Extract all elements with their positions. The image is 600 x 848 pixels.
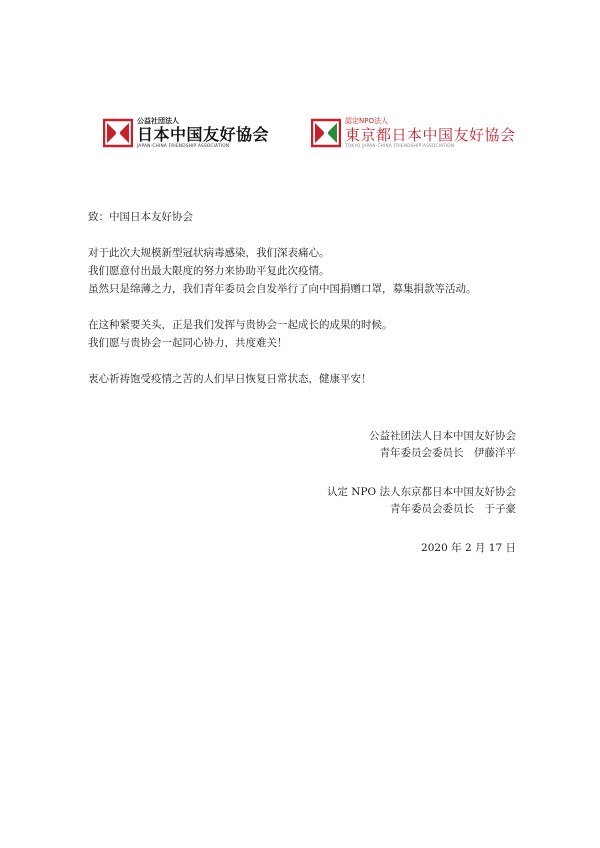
signature-organization: 公益社团法人日本中国友好协会 bbox=[369, 430, 516, 442]
paragraph-gap bbox=[88, 352, 528, 370]
signature-organization: 认定 NPO 法人东京都日本中国友好协会 bbox=[326, 486, 516, 498]
body-line: 我们愿意付出最大限度的努力来协助平复此次疫情。 bbox=[88, 265, 330, 277]
logo-left-subtitle: 公益社団法人 bbox=[137, 116, 179, 125]
body-line: 对于此次大规模新型冠状病毒感染，我们深表痛心。 bbox=[88, 247, 330, 259]
date-text: 2020 年 2 月 17 日 bbox=[421, 542, 516, 554]
signature-block bbox=[369, 428, 516, 462]
paragraph bbox=[88, 370, 528, 388]
logo-right-english: TOKYO JAPAN-CHINA FRIENDSHIP ASSOCIATION bbox=[345, 143, 455, 149]
signature-title: 青年委员会委员长 于子豪 bbox=[390, 503, 516, 515]
body-line: 衷心祈祷饱受疫情之苦的人们早日恢复日常状态，健康平安！ bbox=[88, 373, 372, 385]
signature-block bbox=[327, 484, 516, 518]
logo-right-title: 東京都日本中国友好協会 bbox=[345, 125, 516, 144]
signature-title: 青年委员会委员长 伊藤洋平 bbox=[379, 447, 516, 459]
salutation: 致：中国日本友好协会 bbox=[88, 211, 193, 223]
paragraph bbox=[88, 316, 528, 352]
logo-left-english: JAPAN-CHINA FRIENDSHIP ASSOCIATION bbox=[137, 143, 230, 149]
association-emblem-icon bbox=[103, 118, 133, 148]
logo-japan-china-friendship-association bbox=[103, 113, 269, 153]
paragraph bbox=[88, 244, 528, 298]
tokyo-association-emblem-icon bbox=[311, 118, 341, 148]
letter-body bbox=[88, 208, 528, 388]
logo-tokyo-japan-china-friendship-association bbox=[311, 113, 516, 153]
logo-left-title: 日本中国友好協会 bbox=[137, 124, 270, 144]
body-line: 虽然只是绵薄之力，我们青年委员会自发举行了向中国捐赠口罩，募集捐款等活动。 bbox=[88, 283, 477, 295]
body-line: 我们愿与贵协会一起同心协力，共度难关！ bbox=[88, 337, 288, 349]
paragraph-gap bbox=[88, 298, 528, 316]
letter-date bbox=[421, 540, 516, 557]
body-line: 在这种紧要关头，正是我们发挥与贵协会一起成长的成果的时候。 bbox=[88, 319, 393, 331]
logo-right-subtitle: 認定NPO法人 bbox=[345, 116, 388, 125]
